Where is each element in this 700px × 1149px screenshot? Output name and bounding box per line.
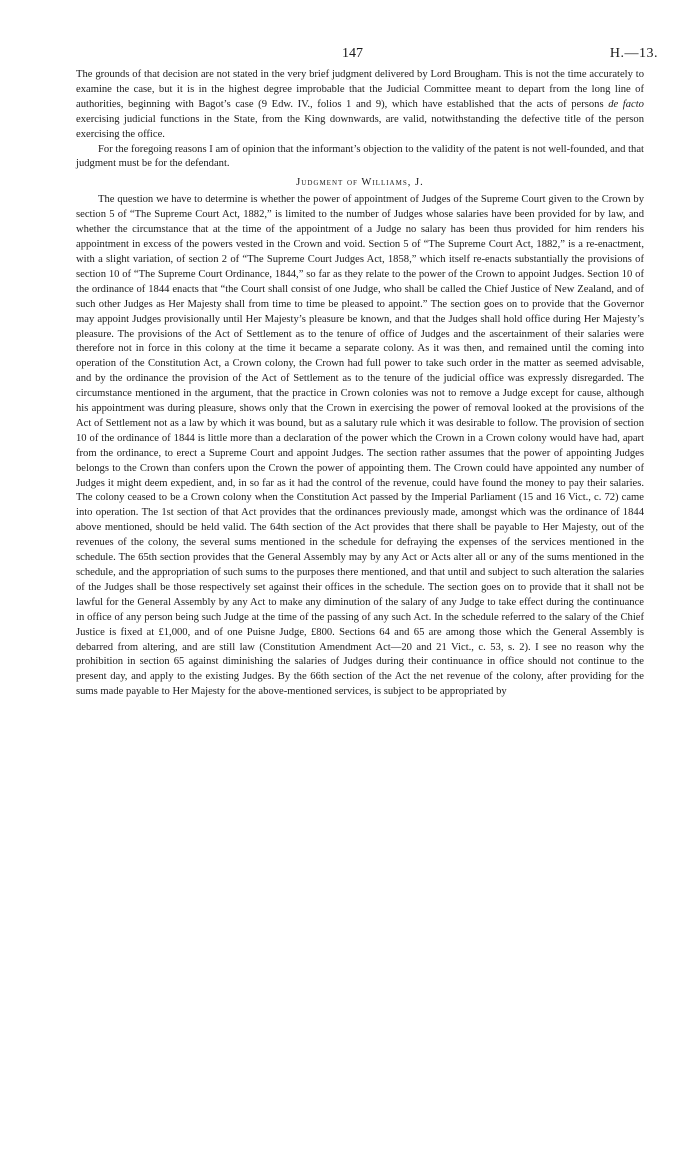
paragraph-main-judgment: The question we have to determine is whether the power of appointment of Judges of the Supreme Court given to the Crown by section 5 of “The Supreme Court Act, 1882,” is limited to the number of Judges whose salaries have been provided for by law, and whether the circumstance that at the time of the appointment of a Judge no salary has been thus provided for him renders his appointment in excess of the powers vested in the Crown and void. Section 5 of “The Supreme Court Act, 1882,” is a re-enactment, with a slight variation, of section 2 of “The Supreme Court Judges Act, 1858,” which itself re-enacts substantially the provisions of section 10 of “The Supreme Court Ordinance, 1844,” so far as they relate to the power of the Crown to appoint Judges. Section 10 of the ordinance of 1844 enacts that “the Court shall consist of one Judge, who shall be called the Chief Justice of New Zealand, and of such other Judges as Her Majesty shall from time to time be pleased to appoint.” The section goes on to provide that the Governor may appoint Judges provisionally until Her Majesty’s pleasure be known, and that the Judges shall hold office during Her Majesty’s pleasure. The provisions of the Act of Settlement as to the tenure of office of Judges and the ascertainment of their salaries were therefore not in force in this colony at the time it became a separate colony. As it was then, and remained until the coming into operation of the Constitution Act, a Crown colony, the Crown had full power to take such order in the matter as seemed advisable, and by the ordinance the provision of the Act of Settlement as to the tenure of the judicial office was expressly disregarded. The circumstance mentioned in the argument, that the practice in Crown colonies was not to remove a Judge except for cause, although his appointment was during pleasure, shows only that the Crown in exercising the power of removal looked at the provisions of the Act of Settlement not as a law by which it was bound, but as a salutary rule which it was desirable to follow. The provision of section 10 of the ordinance of 1844 is little more than a declaration of the power which the Crown in a Crown colony would have had, apart from the ordinance, to erect a Supreme Court and appoint Judges. The section rather assumes that the power of appointing Judges belongs to the Crown than confers upon the Crown the power of appointing them. The Crown could have appointed any number of Judges it might deem expedient, and, in so far as it had the control of the revenue, could have found the money to pay their salaries. The colony ceased to be a Crown colony when the Constitution Act passed by the Imperial Parliament (15 and 16 Vict., c. 72) came into operation. The 1st section of that Act provides that the ordinances previously made, amongst which was the ordinance of 1844 above mentioned, should be held valid. The 64th section of the Act provides that there shall be payable to Her Majesty, out of the revenues of the colony, the several sums mentioned in the schedule for defraying the expenses of the services mentioned in the schedule. The 65th section provides that the General Assembly may by any Act or Acts alter all or any of the sums mentioned in the schedule, and the appropriation of such sums to the purposes there mentioned, and that until and subject to such alteration the salaries of the Judges shall be those respectively set against their offices in the schedule. The section goes on to provide that it shall not be lawful for the General Assembly by any Act to make any diminution of the salary of any Judge to take effect during the continuance in office of any person being such Judge at the time of the passing of any such Act. In the schedule referred to the salary of the Chief Justice is fixed at £1,000, and of one Puisne Judge, £800. Sections 64 and 65 are among those which the General Assembly is debarred from altering, and are still law (Constitution Amendment Act—20 and 21 Vict., c. 53, s. 2). I see no reason why the prohibition in section 65 against diminishing the salaries of Judges during their continuance in office should not continue to the present day, and apply to the existing Judges. By the 66th section of the Act the net revenue of the colony, after providing for the sums made payable to Her Majesty for the above-mentioned services, is subject to be appropriated by [76, 194, 644, 698]
paragraph-lord-brougham [76, 68, 644, 143]
running-header [76, 46, 658, 68]
paragraph-text-part: exercising judicial functions in the State, from the King downwards, are valid, notwithstanding the defective title of the person exercising the office. [76, 113, 644, 140]
italic-phrase: de facto [608, 98, 644, 110]
paragraph-text-part: The grounds of that decision are not stated in the very brief judgment delivered by Lord Brougham. This is not the time accurately to examine the case, but it is in the highest degree improbable that the Judicial Committee meant to depart from the long line of authorities, beginning with Bagot’s case (9 Edw. IV., folios 1 and 9), which have established that the acts of persons [76, 69, 644, 110]
paragraph-conclusion: For the foregoing reasons I am of opinion that the informant’s objection to the validity of the patent is not well-founded, and that judgment must be for the defendant. [76, 143, 644, 170]
section-heading: Judgment of Williams, J. [296, 177, 424, 189]
page-number: 147 [342, 46, 363, 61]
document-reference: H.—13. [609, 46, 658, 61]
document-body [76, 68, 644, 700]
